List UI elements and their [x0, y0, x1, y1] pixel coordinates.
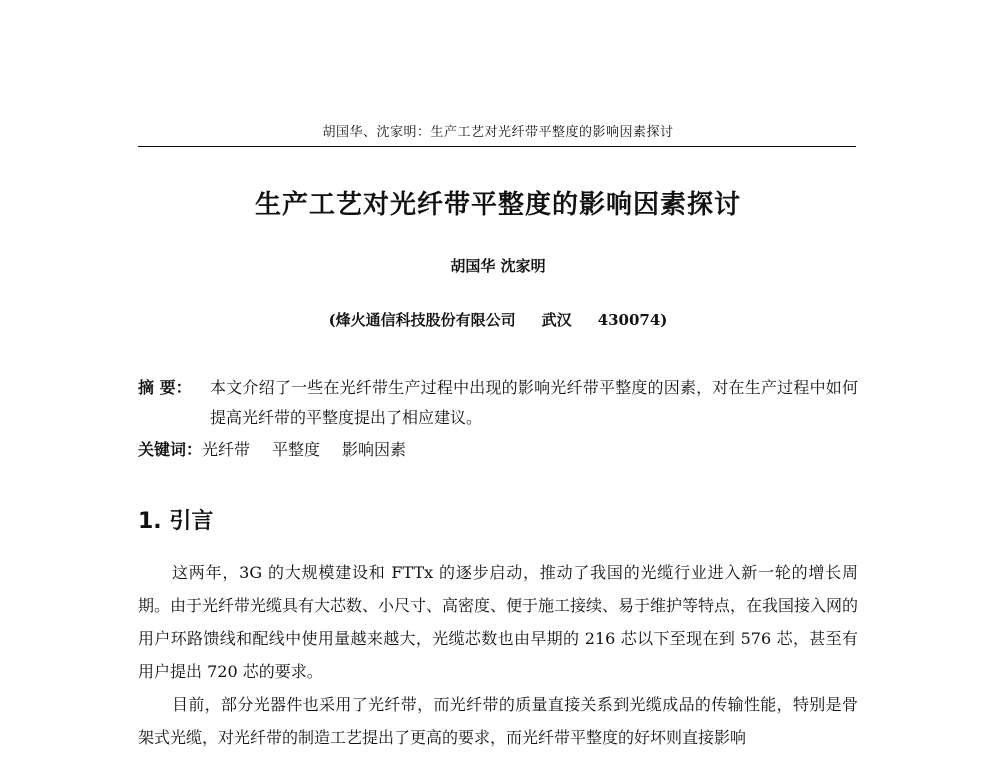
body-paragraph: 目前，部分光器件也采用了光纤带，而光纤带的质量直接关系到光缆成品的传输性能，特别是骨架式光缆，对光纤带的制造工艺提出了更高的要求，而光纤带平整度的好坏则直接影响: [138, 695, 858, 747]
paper-title: 生产工艺对光纤带平整度的影响因素探讨: [254, 190, 741, 220]
section-heading: 1. 引言: [138, 509, 214, 534]
abstract-text: 本文介绍了一些在光纤带生产过程中出现的影响光纤带平整度的因素，对在生产过程中如何提高光纤带的平整度提出了相应建议。: [210, 378, 858, 427]
authors: 胡国华 沈家明: [450, 257, 546, 275]
header-rule: [138, 146, 856, 147]
keyword-item: 光纤带: [202, 440, 251, 459]
affiliation-organization: (烽火通信科技股份有限公司: [328, 311, 516, 329]
keyword-item: 影响因素: [342, 440, 407, 459]
keywords: [138, 436, 858, 464]
keywords-label: 关键词：: [138, 440, 203, 459]
abstract: [138, 373, 858, 433]
affiliation: [140, 309, 856, 330]
affiliation-city: 武汉: [541, 311, 572, 329]
abstract-label: 摘 要：: [138, 378, 192, 397]
running-header: 胡国华、沈家明：生产工艺对光纤带平整度的影响因素探讨: [322, 125, 674, 140]
keyword-item: 平整度: [272, 440, 321, 459]
body-paragraph: 这两年，3G 的大规模建设和 FTTx 的逐步启动，推动了我国的光缆行业进入新一轮的增长周期。由于光纤带光缆具有大芯数、小尺寸、高密度、便于施工接续、易于维护等特点，在我国接入网的用户环路馈线和配线中使用量越来越大，光缆芯数也由早期的 216 芯以下至现在到 576 芯，甚至有用户提出 720 芯的要求。: [138, 563, 859, 681]
affiliation-postcode: 430074): [597, 311, 668, 329]
